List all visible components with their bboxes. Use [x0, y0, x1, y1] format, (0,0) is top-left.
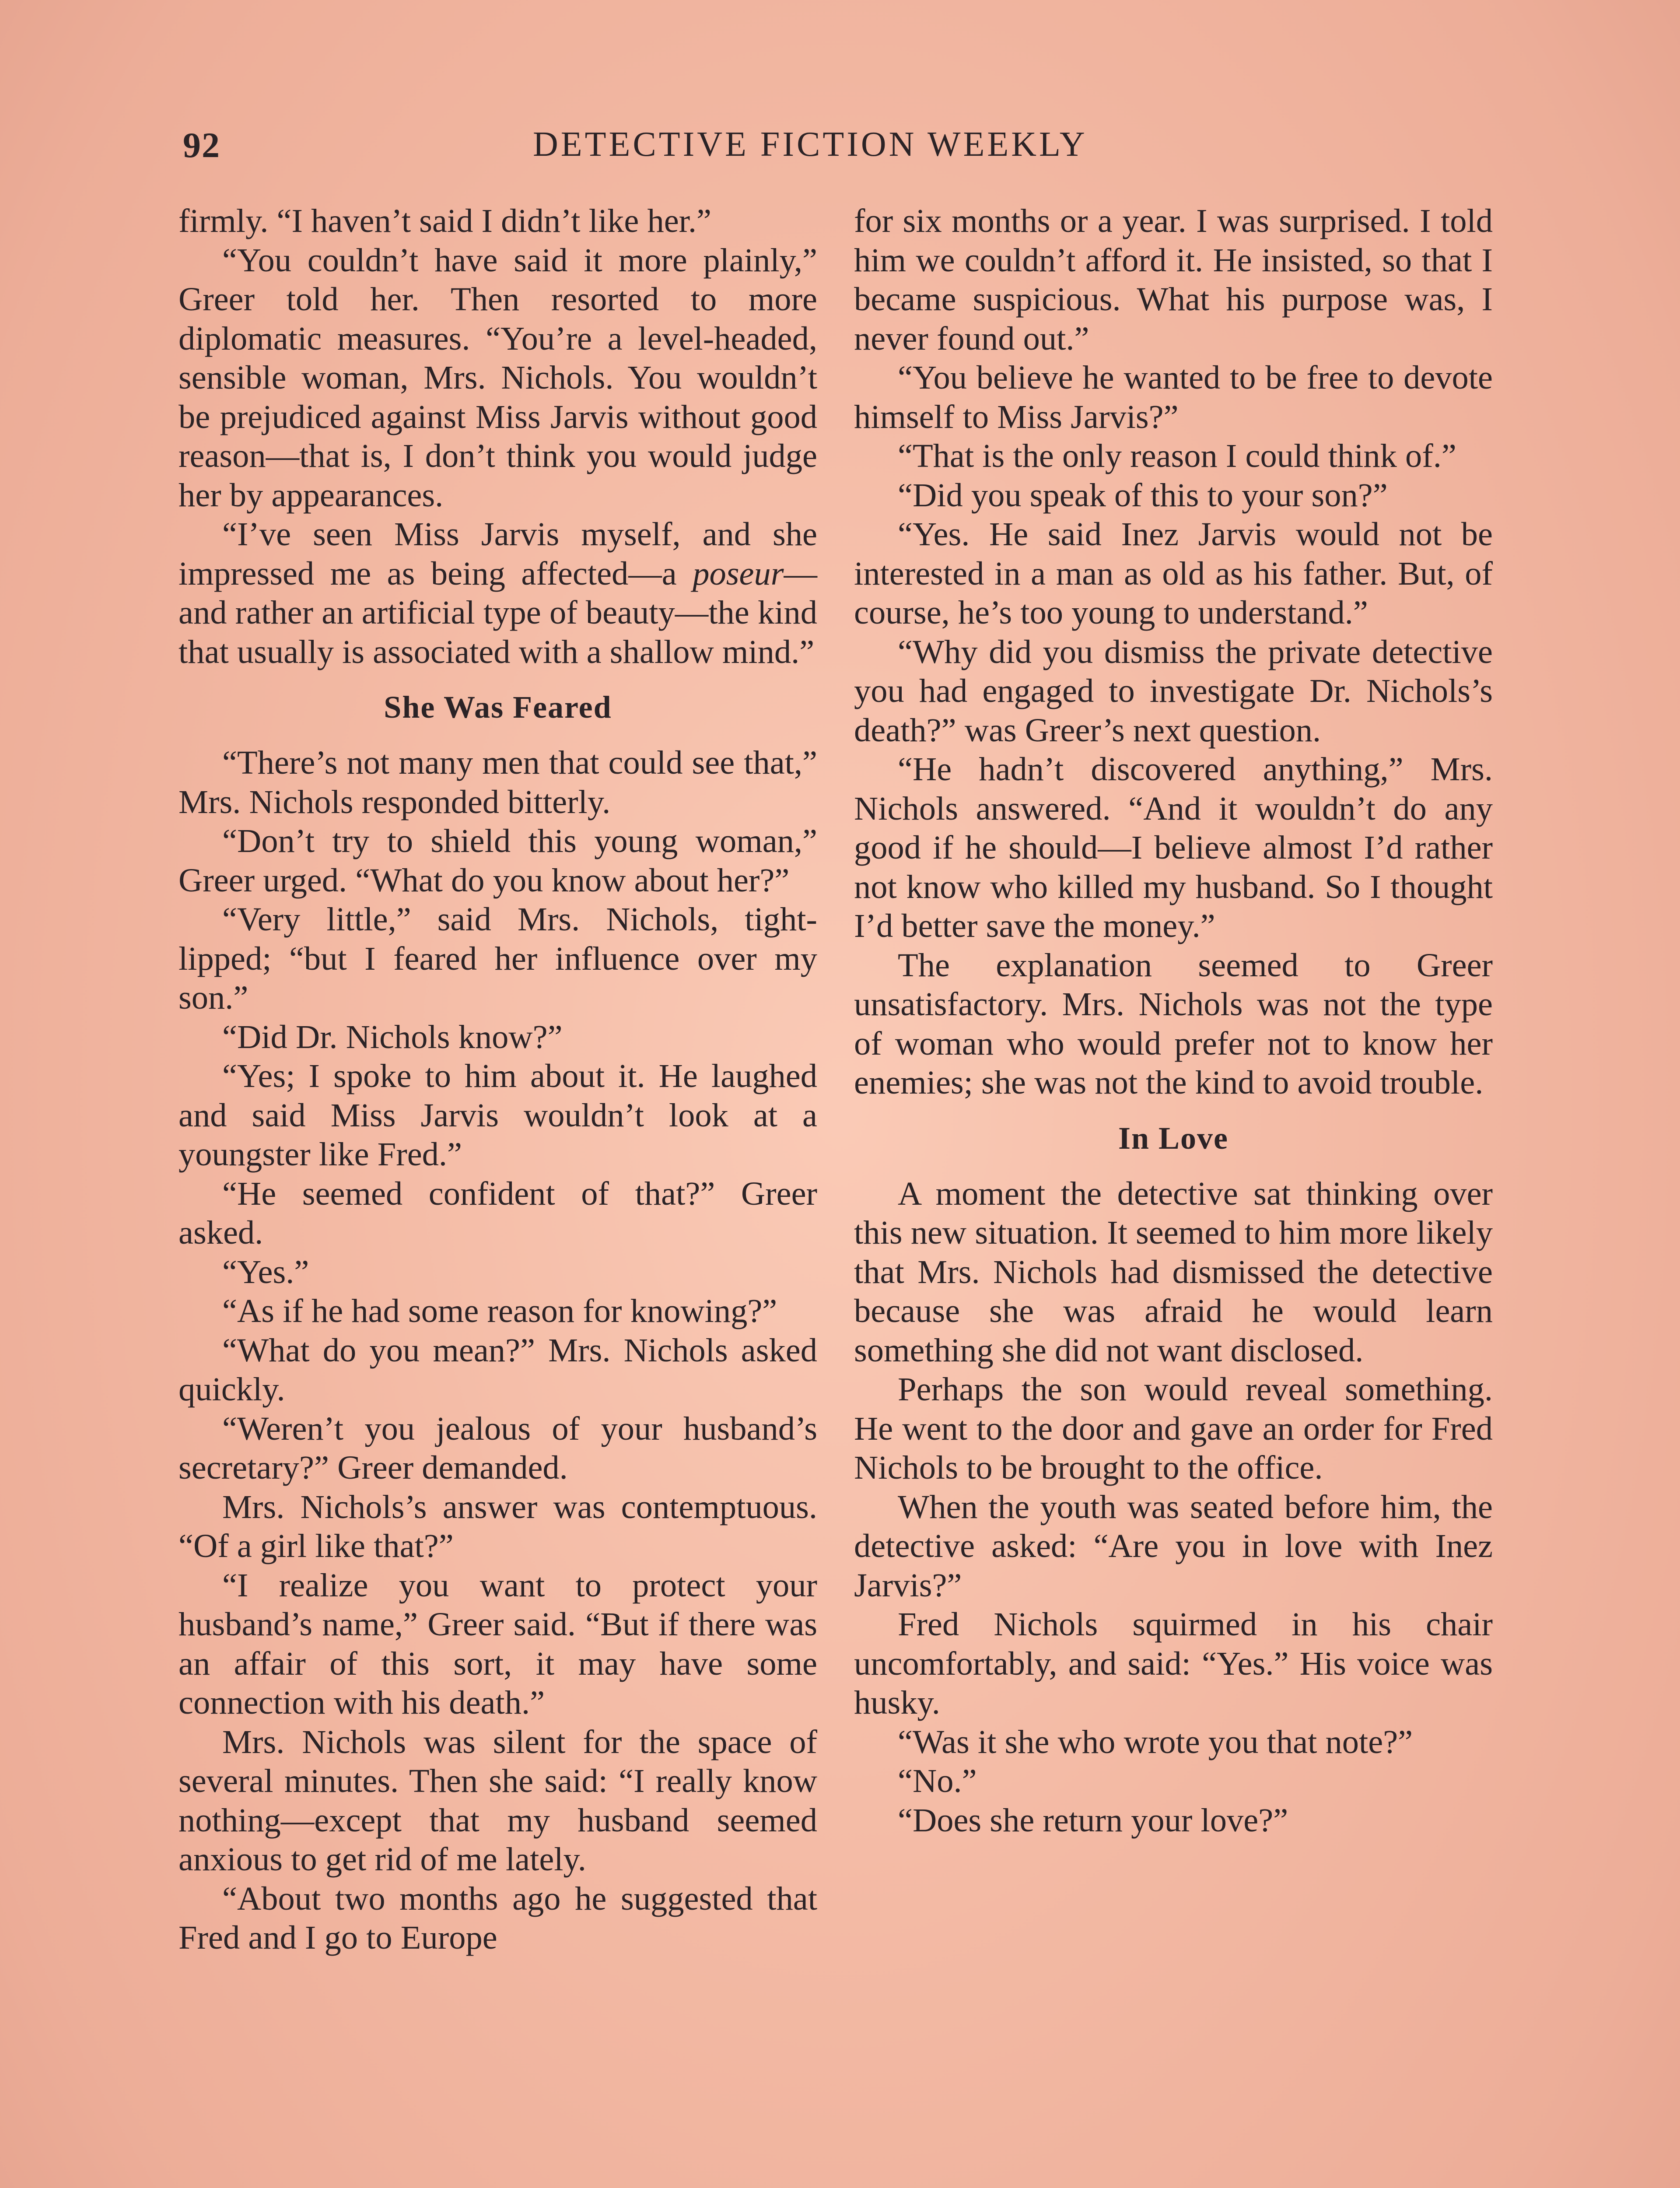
paragraph: “What do you mean?” Mrs. Nichols asked quickly.	[178, 1331, 817, 1408]
paragraph: “Was it she who wrote you that note?”	[898, 1723, 1413, 1760]
paragraph: for six months or a year. I was surprised. I told him we couldn’t afford it. He insisted, so that I became suspicious. What his purpose was, I never found out.”	[854, 202, 1493, 357]
paragraph: “You couldn’t have said it more plainly,” Greer told her. Then resorted to more diplomatic measures. “You’re a level-headed, sensible woman, Mrs. Nichols. You wouldn’t be prejudiced against Miss Jarvis without good reason—that is, I don’t think you would judge her by appearances.	[178, 241, 817, 514]
paragraph: “There’s not many men that could see that,” Mrs. Nichols responded bitterly.	[178, 744, 817, 820]
paragraph: Mrs. Nichols’s answer was contemptuous. “Of a girl like that?”	[178, 1488, 817, 1564]
paragraph: The explanation seemed to Greer unsatisfactory. Mrs. Nichols was not the type of woman who would prefer not to know her enemies; she was not the kind to avoid trouble.	[854, 946, 1493, 1101]
paragraph: “That is the only reason I could think of.”	[898, 437, 1456, 474]
section-heading: She Was Feared	[384, 690, 612, 725]
paragraph: Fred Nichols squirmed in his chair uncomfortably, and said: “Yes.” His voice was husky.	[854, 1606, 1493, 1721]
paragraph: “As if he had some reason for knowing?”	[222, 1292, 777, 1329]
page-number: 92	[183, 125, 220, 165]
paragraph: “Weren’t you jealous of your husband’s secretary?” Greer demanded.	[178, 1410, 817, 1486]
paragraph: “Did Dr. Nichols know?”	[222, 1018, 563, 1055]
paragraph: “Yes.”	[222, 1253, 309, 1290]
paragraph: “Why did you dismiss the private detective you had engaged to investigate Dr. Nichols’s death?” was Greer’s next question.	[854, 633, 1493, 749]
paragraph: “Did you speak of this to your son?”	[898, 476, 1388, 514]
paragraph: firmly. “I haven’t said I didn’t like her.”	[178, 202, 711, 239]
paragraph: Mrs. Nichols was silent for the space of several minutes. Then she said: “I really know nothing—except that my husband seemed anxious to get rid of me lately.	[178, 1723, 817, 1878]
paragraph: “No.”	[898, 1762, 977, 1799]
paragraph: “Very little,” said Mrs. Nichols, tight-lipped; “but I feared her influence over my son.”	[178, 901, 817, 1016]
paragraph: When the youth was seated before him, the detective asked: “Are you in love with Inez Jarvis?”	[854, 1488, 1493, 1604]
paragraph: “Don’t try to shield this young woman,” Greer urged. “What do you know about her?”	[178, 822, 817, 899]
right-text-column	[854, 201, 1493, 1840]
running-title: DETECTIVE FICTION WEEKLY	[533, 125, 1088, 164]
section-heading: In Love	[1118, 1120, 1229, 1156]
paragraph: “He seemed confident of that?” Greer asked.	[178, 1175, 817, 1251]
paragraph: “I realize you want to protect your husband’s name,” Greer said. “But if there was an affair of this sort, it may have some connection with his death.”	[178, 1566, 817, 1721]
paragraph: “I’ve seen Miss Jarvis myself, and she impressed me as being affected—a poseur—and rather an artificial type of beauty—the kind that usually is associated with a shallow mind.”	[178, 515, 817, 670]
paragraph: “Yes; I spoke to him about it. He laughed and said Miss Jarvis wouldn’t look at a youngster like Fred.”	[178, 1057, 817, 1173]
paragraph: A moment the detective sat thinking over this new situation. It seemed to him more likely that Mrs. Nichols had dismissed the detective because she was afraid he would learn something she did not want disclosed.	[854, 1175, 1493, 1369]
paragraph: “You believe he wanted to be free to devote himself to Miss Jarvis?”	[854, 359, 1493, 435]
paragraph: “He hadn’t discovered anything,” Mrs. Nichols answered. “And it wouldn’t do any good if he should—I believe almost I’d rather not know who killed my husband. So I thought I’d better save the money.”	[854, 750, 1493, 944]
paragraph: “About two months ago he suggested that Fred and I go to Europe	[178, 1879, 817, 1956]
paragraph: “Does she return your love?”	[898, 1801, 1288, 1839]
paragraph: Perhaps the son would reveal something. He went to the door and gave an order for Fred Nichols to be brought to the office.	[854, 1371, 1493, 1486]
page-header	[183, 125, 1154, 173]
paragraph: “Yes. He said Inez Jarvis would not be interested in a man as old as his father. But, of course, he’s too young to understand.”	[854, 515, 1493, 631]
left-text-column	[178, 201, 817, 1957]
